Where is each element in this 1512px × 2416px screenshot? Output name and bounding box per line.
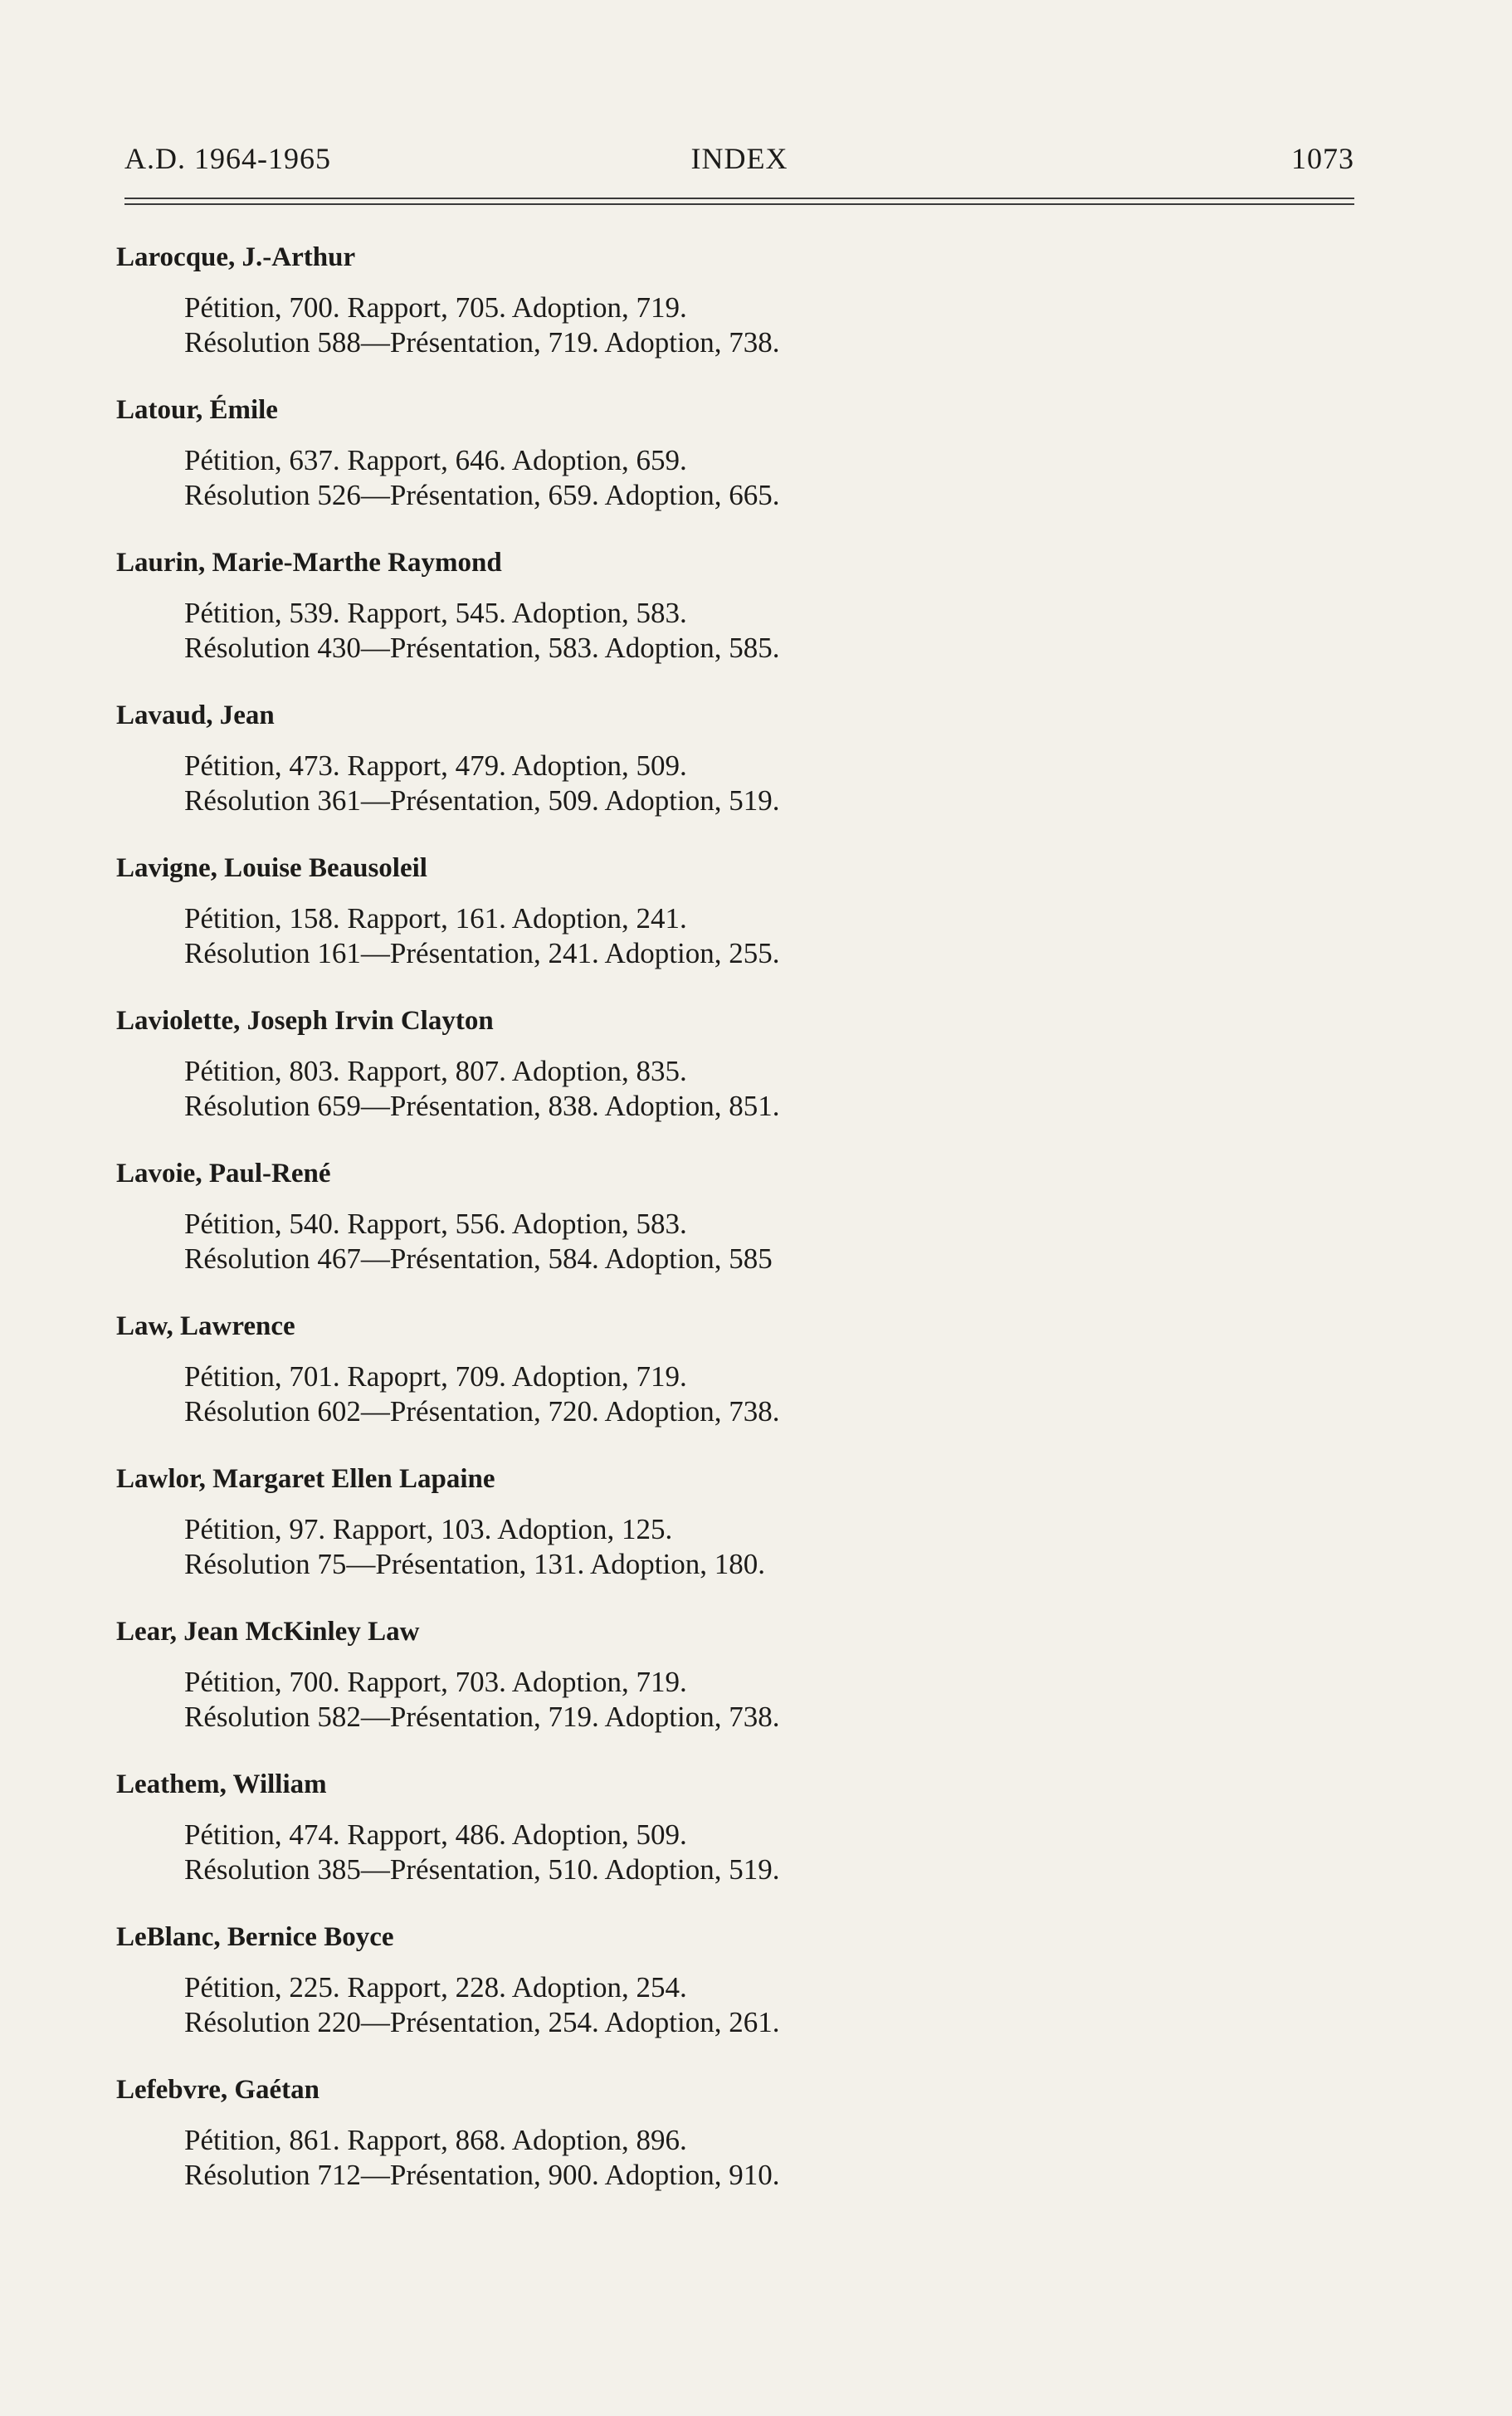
entry-petition-line: Pétition, 473. Rapport, 479. Adoption, 509.: [184, 749, 687, 782]
entry-petition-line: Pétition, 861. Rapport, 868. Adoption, 896.: [184, 2124, 687, 2156]
entry-resolution-line: Résolution 385—Présentation, 510. Adoption, 519.: [184, 1853, 780, 1886]
entry-name: Larocque, J.-Arthur: [116, 242, 356, 272]
index-entry: [116, 1921, 1278, 2073]
entry-name: Lavaud, Jean: [116, 700, 275, 730]
entry-resolution-line: Résolution 220—Présentation, 254. Adoption, 261.: [184, 2006, 780, 2038]
entry-name: Lear, Jean McKinley Law: [116, 1617, 420, 1647]
entry-resolution-line: Résolution 526—Présentation, 659. Adoption, 665.: [184, 479, 780, 511]
entry-resolution-line: Résolution 588—Présentation, 719. Adoption, 738.: [184, 326, 780, 359]
index-entry: [116, 2073, 1278, 2226]
header-title: INDEX: [690, 142, 788, 175]
entry-petition-line: Pétition, 158. Rapport, 161. Adoption, 241.: [184, 902, 687, 935]
entry-petition-line: Pétition, 700. Rapport, 703. Adoption, 719.: [184, 1666, 687, 1698]
entry-name: Latour, Émile: [116, 395, 278, 425]
header-page-number: 1073: [1291, 142, 1354, 175]
index-entry: [116, 546, 1278, 699]
entry-name: Lefebvre, Gaétan: [116, 2075, 320, 2105]
entry-resolution-line: Résolution 361—Présentation, 509. Adoption, 519.: [184, 784, 780, 817]
entry-name: Lavigne, Louise Beausoleil: [116, 853, 427, 883]
entry-name: Laurin, Marie-Marthe Raymond: [116, 548, 502, 578]
entry-petition-line: Pétition, 474. Rapport, 486. Adoption, 509.: [184, 1818, 687, 1851]
entry-name: Lawlor, Margaret Ellen Lapaine: [116, 1464, 495, 1494]
entry-name: Laviolette, Joseph Irvin Clayton: [116, 1006, 494, 1036]
entry-petition-line: Pétition, 540. Rapport, 556. Adoption, 583.: [184, 1208, 687, 1240]
entry-petition-line: Pétition, 539. Rapport, 545. Adoption, 583.: [184, 597, 687, 629]
index-entry: [116, 1310, 1278, 1462]
entry-petition-line: Pétition, 803. Rapport, 807. Adoption, 835.: [184, 1055, 687, 1087]
entry-name: LeBlanc, Bernice Boyce: [116, 1922, 394, 1952]
entry-petition-line: Pétition, 97. Rapport, 103. Adoption, 125.: [184, 1513, 673, 1545]
entry-name: Leathem, William: [116, 1769, 327, 1799]
index-entry: [116, 1004, 1278, 1157]
entry-name: Law, Lawrence: [116, 1311, 295, 1341]
entry-petition-line: Pétition, 225. Rapport, 228. Adoption, 254.: [184, 1971, 687, 2004]
entry-resolution-line: Résolution 467—Présentation, 584. Adoption, 585: [184, 1242, 773, 1275]
header-rule-bottom: [124, 203, 1354, 205]
index-entry: [116, 1768, 1278, 1921]
entry-petition-line: Pétition, 701. Rapoprt, 709. Adoption, 719.: [184, 1360, 687, 1393]
index-entry: [116, 699, 1278, 852]
index-entry: [116, 241, 1278, 393]
page-header: [124, 141, 1354, 191]
index-entry: [116, 393, 1278, 546]
index-entry: [116, 1615, 1278, 1768]
entry-resolution-line: Résolution 582—Présentation, 719. Adoption, 738.: [184, 1701, 780, 1733]
index-entry: [116, 1462, 1278, 1615]
entry-resolution-line: Résolution 75—Présentation, 131. Adoption, 180.: [184, 1548, 765, 1580]
index-entry: [116, 852, 1278, 1004]
entry-petition-line: Pétition, 637. Rapport, 646. Adoption, 659.: [184, 444, 687, 476]
header-year-range: A.D. 1964-1965: [124, 142, 331, 175]
entry-petition-line: Pétition, 700. Rapport, 705. Adoption, 719.: [184, 291, 687, 324]
entry-resolution-line: Résolution 712—Présentation, 900. Adoption, 910.: [184, 2159, 780, 2191]
entry-resolution-line: Résolution 659—Présentation, 838. Adoption, 851.: [184, 1090, 780, 1122]
entry-resolution-line: Résolution 602—Présentation, 720. Adoption, 738.: [184, 1395, 780, 1428]
entry-resolution-line: Résolution 430—Présentation, 583. Adoption, 585.: [184, 632, 780, 664]
index-entry: [116, 1157, 1278, 1310]
header-rule-top: [124, 198, 1354, 199]
entry-resolution-line: Résolution 161—Présentation, 241. Adoption, 255.: [184, 937, 780, 969]
index-entries: [116, 241, 1278, 2226]
entry-name: Lavoie, Paul-René: [116, 1159, 331, 1188]
